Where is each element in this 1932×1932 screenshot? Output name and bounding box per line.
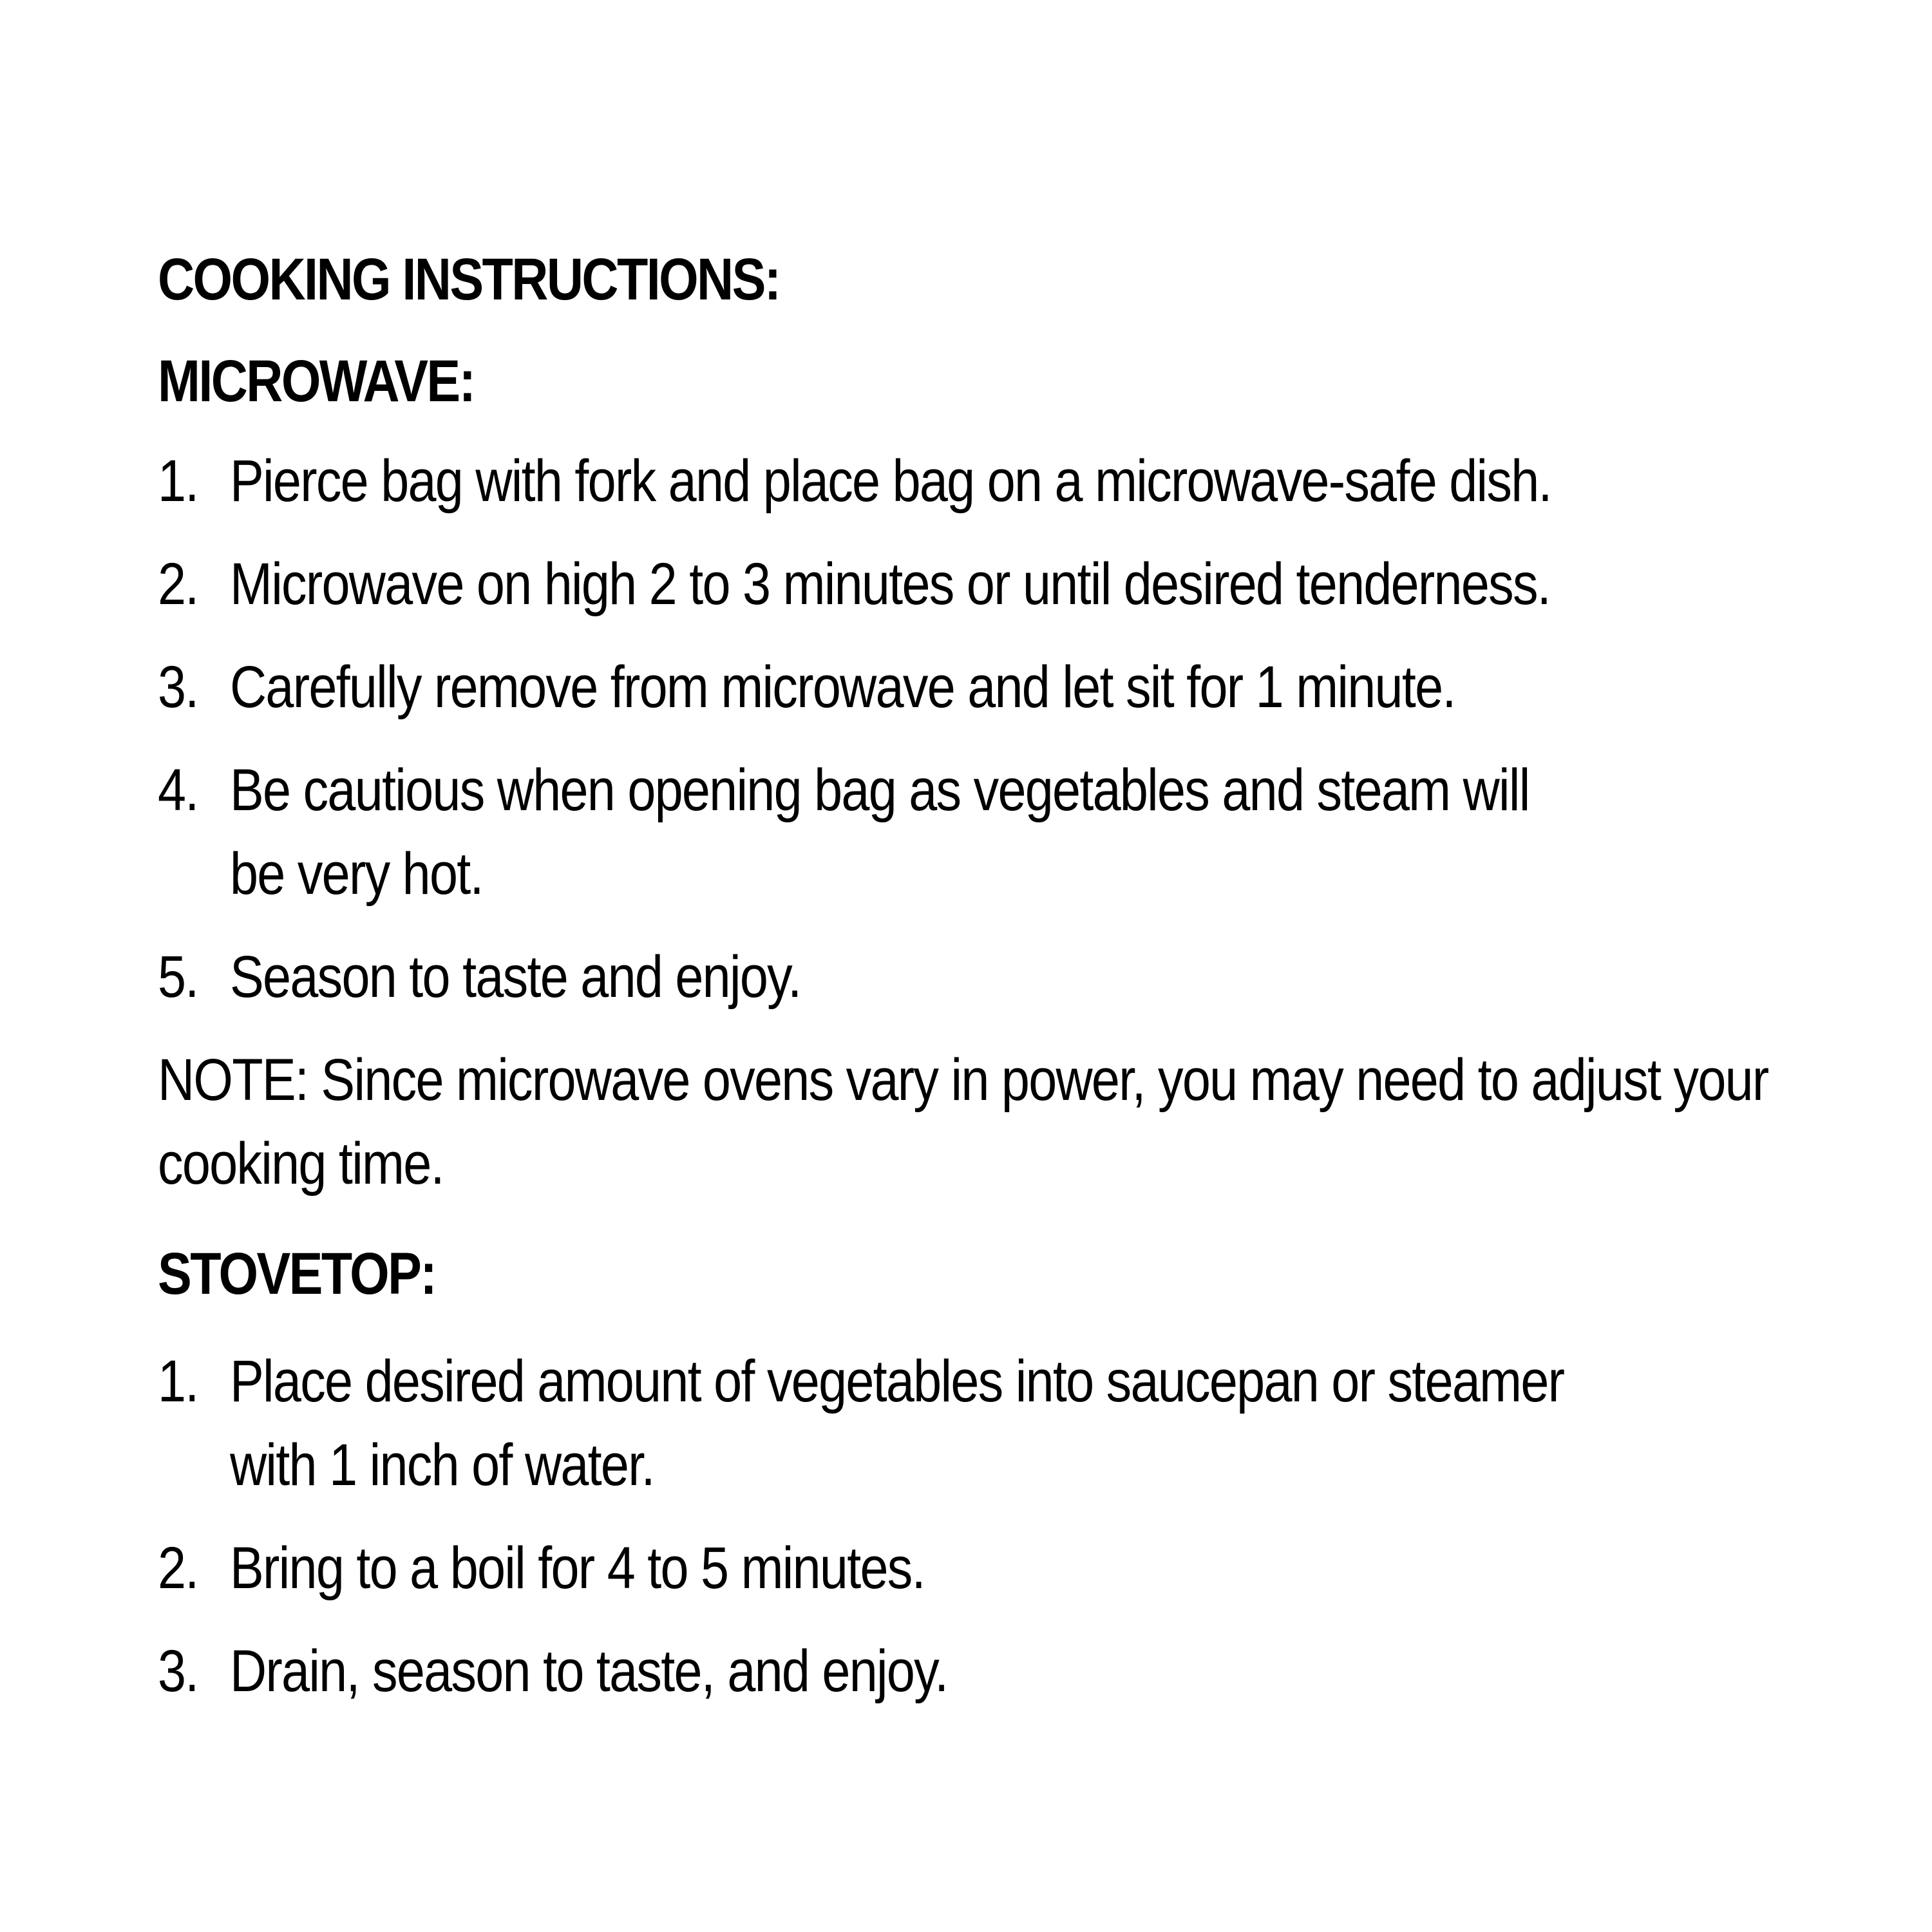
- list-item: [158, 542, 1806, 626]
- list-item: [158, 1526, 1806, 1610]
- step-text: Drain, season to taste, and enjoy.: [230, 1638, 948, 1704]
- step-number: 2.: [158, 1535, 198, 1601]
- step-number: 1.: [158, 1349, 198, 1414]
- step-text: Carefully remove from microwave and let sit for 1 minute.: [230, 654, 1455, 720]
- list-item: [158, 439, 1806, 523]
- stovetop-heading: STOVETOP:: [158, 1241, 436, 1307]
- step-text: Place desired amount of vegetables into saucepan or steamer with 1 inch of water.: [230, 1349, 1564, 1498]
- list-item: [158, 645, 1806, 729]
- step-text: Pierce bag with fork and place bag on a microwave-safe dish.: [230, 448, 1551, 514]
- step-text: Microwave on high 2 to 3 minutes or until desired tenderness.: [230, 551, 1551, 617]
- step-number: 5.: [158, 944, 198, 1010]
- microwave-heading: MICROWAVE:: [158, 348, 475, 414]
- cooking-instructions: [158, 247, 1806, 1732]
- step-number: 1.: [158, 448, 198, 514]
- step-number: 3.: [158, 654, 198, 720]
- list-item: [158, 748, 1806, 916]
- list-item: [158, 935, 1806, 1019]
- list-item: [158, 1340, 1806, 1507]
- step-number: 3.: [158, 1638, 198, 1704]
- step-text: Bring to a boil for 4 to 5 minutes.: [230, 1535, 925, 1601]
- microwave-steps: [158, 439, 1806, 1019]
- list-item: [158, 1629, 1806, 1713]
- stovetop-steps: [158, 1340, 1806, 1713]
- microwave-note: NOTE: Since microwave ovens vary in power, you may need to adjust your cooking time.: [158, 1047, 1768, 1197]
- step-text: Season to taste and enjoy.: [230, 944, 801, 1010]
- step-number: 2.: [158, 551, 198, 617]
- page-title: COOKING INSTRUCTIONS:: [158, 247, 780, 312]
- step-text: Be cautious when opening bag as vegetables and steam will be very hot.: [230, 757, 1530, 907]
- step-number: 4.: [158, 757, 198, 823]
